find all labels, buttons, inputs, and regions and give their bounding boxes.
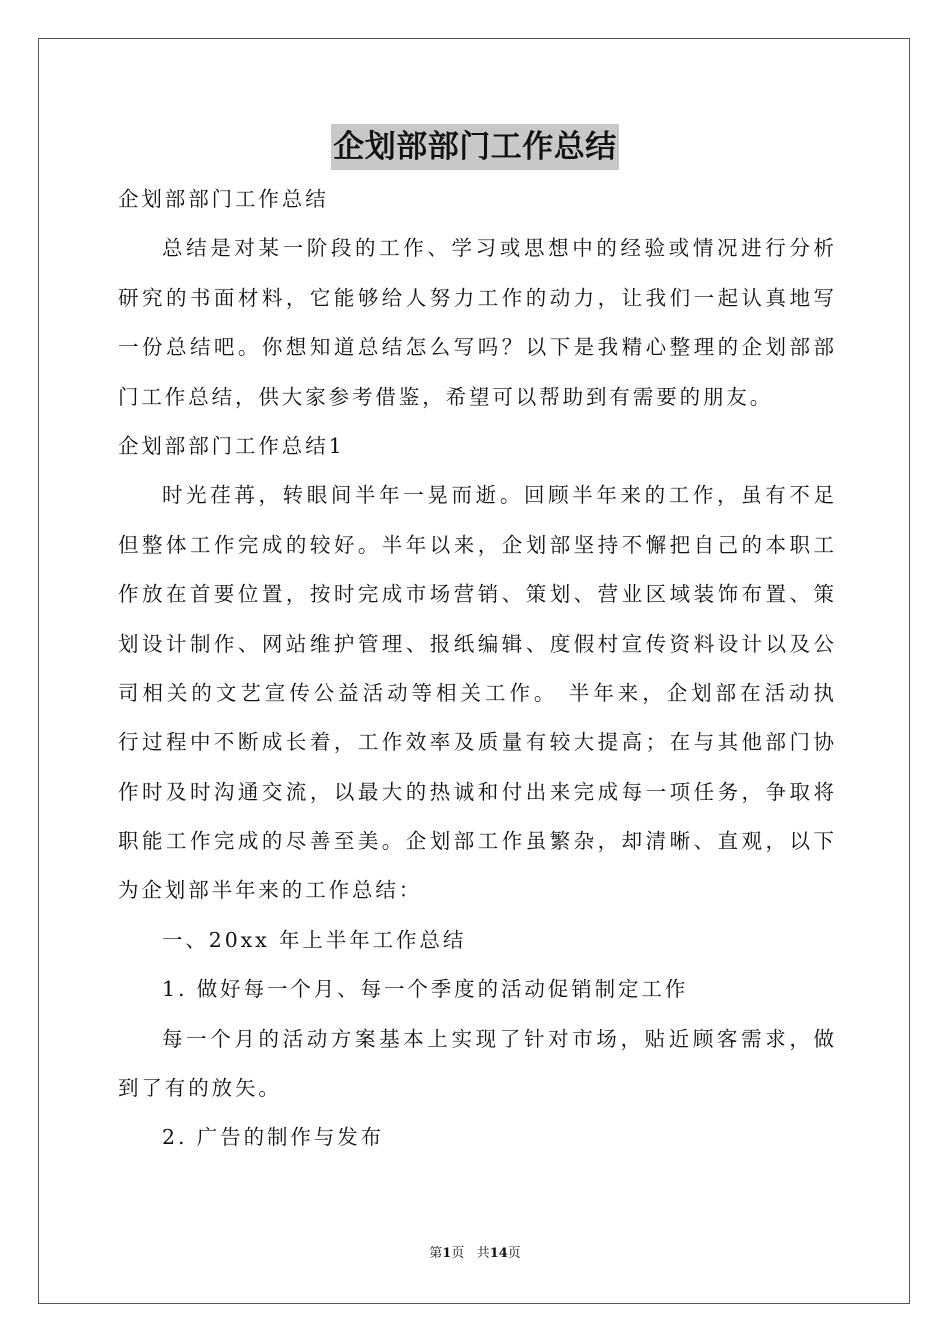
paragraph-line: 行过程中不断成长着，工作效率及质量有较大提高；在与其他部门协 xyxy=(118,730,834,755)
paragraph-line: 但整体工作完成的较好。半年以来，企划部坚持不懈把自己的本职工 xyxy=(118,532,834,557)
paragraph-line: 到了有的放矢。 xyxy=(118,1076,282,1101)
paragraph-line: 作放在首要位置，按时完成市场营销、策划、营业区域装饰布置、策 xyxy=(118,582,834,607)
footer-page-prefix: 第 xyxy=(429,1246,443,1261)
section-heading: 一、20xx 年上半年工作总结 xyxy=(162,927,467,952)
list-item-heading: 2. 广告的制作与发布 xyxy=(162,1125,384,1150)
paragraph-line: 职能工作完成的尽善至美。企划部工作虽繁杂，却清晰、直观，以下 xyxy=(118,829,834,854)
paragraph-line: 为企划部半年来的工作总结： xyxy=(118,878,423,903)
footer-page-number: 1 xyxy=(442,1246,452,1261)
footer-page-suffix: 页 xyxy=(451,1246,465,1261)
paragraph-line: 时光荏苒，转眼间半年一晃而逝。回顾半年来的工作，虽有不足 xyxy=(162,483,834,508)
paragraph-line: 门工作总结，供大家参考借鉴，希望可以帮助到有需要的朋友。 xyxy=(118,384,774,409)
paragraph-line: 研究的书面材料，它能够给人努力工作的动力，让我们一起认真地写 xyxy=(118,285,834,310)
footer-total-suffix: 页 xyxy=(507,1246,521,1261)
footer-total-pages: 14 xyxy=(489,1246,508,1261)
footer-total-prefix: 共 xyxy=(476,1246,490,1261)
document-title: 企划部部门工作总结 xyxy=(331,124,619,170)
paragraph-line: 划设计制作、网站维护管理、报纸编辑、度假村宣传资料设计以及公 xyxy=(118,631,834,656)
paragraph-line: 每一个月的活动方案基本上实现了针对市场，贴近顾客需求，做 xyxy=(162,1026,834,1051)
paragraph-line: 一份总结吧。你想知道总结怎么写吗？以下是我精心整理的企划部部 xyxy=(118,335,834,360)
title-area xyxy=(0,124,950,170)
list-item-heading: 1. 做好每一个月、每一个季度的活动促销制定工作 xyxy=(162,977,689,1002)
paragraph-line: 作时及时沟通交流，以最大的热诚和付出来完成每一项任务，争取将 xyxy=(118,779,834,804)
paragraph-line: 司相关的文艺宣传公益活动等相关工作。 半年来，企划部在活动执 xyxy=(118,680,834,705)
document-body xyxy=(118,175,834,1163)
page-footer xyxy=(0,1245,950,1263)
subtitle-line: 企划部部门工作总结 xyxy=(118,187,329,211)
paragraph-line: 总结是对某一阶段的工作、学习或思想中的经验或情况进行分析 xyxy=(162,236,834,261)
section-heading: 企划部部门工作总结1 xyxy=(118,433,345,458)
